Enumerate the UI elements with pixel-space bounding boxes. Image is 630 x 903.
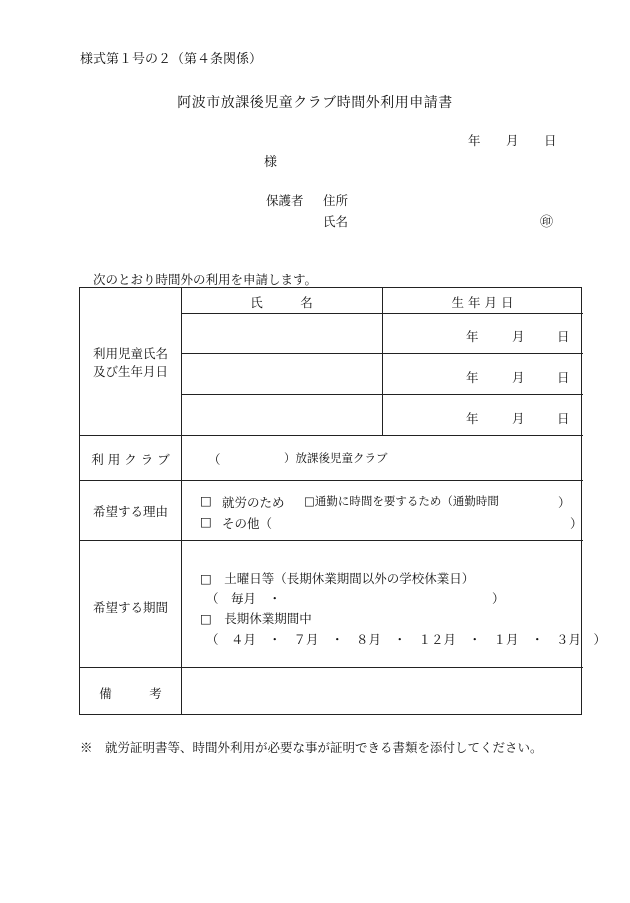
birth-year-label: 年 (466, 370, 479, 385)
col-header-name: 氏 名 (250, 295, 313, 310)
footnote: ※ 就労証明書等、時間外利用が必要な事が証明できる書類を添付してください。 (80, 740, 543, 755)
row-divider (80, 435, 583, 436)
checkbox-employment[interactable]: □ (200, 493, 212, 508)
name-label: 氏名 (323, 214, 349, 229)
birth-year-label: 年 (466, 411, 479, 426)
row-divider (80, 540, 583, 541)
birth-year-label: 年 (466, 329, 479, 344)
period-monthly: （ 毎月 ・ (206, 591, 282, 606)
application-table (79, 287, 607, 715)
address-label: 住所 (323, 193, 349, 208)
seal-mark: ㊞ (540, 215, 554, 230)
date-year-label: 年 (468, 133, 481, 148)
date-day-label: 日 (544, 133, 557, 148)
reason-commute-text: □通勤に時間を要するため（通勤時間 (304, 494, 499, 508)
checkbox-other[interactable]: □ (200, 514, 212, 529)
birth-month-label: 月 (512, 329, 525, 344)
birth-day-label: 日 (557, 411, 570, 426)
remarks-field[interactable] (182, 668, 582, 714)
birth-month-label: 月 (512, 370, 525, 385)
period-label: 希望する期間 (92, 600, 168, 615)
birth-month-label: 月 (512, 411, 525, 426)
intro-text: 次のとおり時間外の利用を申請します。 (93, 272, 318, 287)
date-month-label: 月 (506, 133, 519, 148)
period-monthly-close: ） (492, 591, 505, 606)
reason-employment-text: 就労のため (222, 495, 285, 510)
period-long-vacation[interactable]: □ 長期休業期間中 (200, 611, 312, 626)
form-number: 様式第１号の２（第４条関係） (80, 52, 263, 67)
children-label-line1: 利用児童氏名 (92, 346, 168, 361)
remarks-label: 備 考 (99, 686, 162, 701)
period-saturday[interactable]: □ 土曜日等（長期休業期間以外の学校休業日） (200, 571, 475, 586)
reason-label: 希望する理由 (92, 504, 168, 519)
birth-day-label: 日 (557, 370, 570, 385)
club-open-paren: （ (208, 452, 221, 467)
club-suffix: ）放課後児童クラブ (284, 451, 388, 465)
col-header-birthdate: 生 年 月 日 (451, 295, 514, 310)
club-label: 利 用 ク ラ ブ (91, 452, 170, 467)
reason-other-close: ） (570, 516, 583, 531)
period-months: （ ４月 ・ ７月 ・ ８月 ・ １２月 ・ １月 ・ ３月 ） (206, 632, 607, 647)
children-label (80, 345, 181, 381)
birth-day-label: 日 (557, 329, 570, 344)
children-label-line2: 及び生年月日 (92, 364, 168, 379)
column-divider (181, 288, 182, 715)
guardian-label: 保護者 (266, 193, 304, 208)
addressee-suffix: 様 (264, 155, 278, 170)
reason-commute-close: ） (558, 495, 571, 510)
reason-other-text: その他（ (222, 516, 273, 531)
page-title: 阿波市放課後児童クラブ時間外利用申請書 (177, 95, 453, 111)
row-divider (80, 480, 583, 481)
